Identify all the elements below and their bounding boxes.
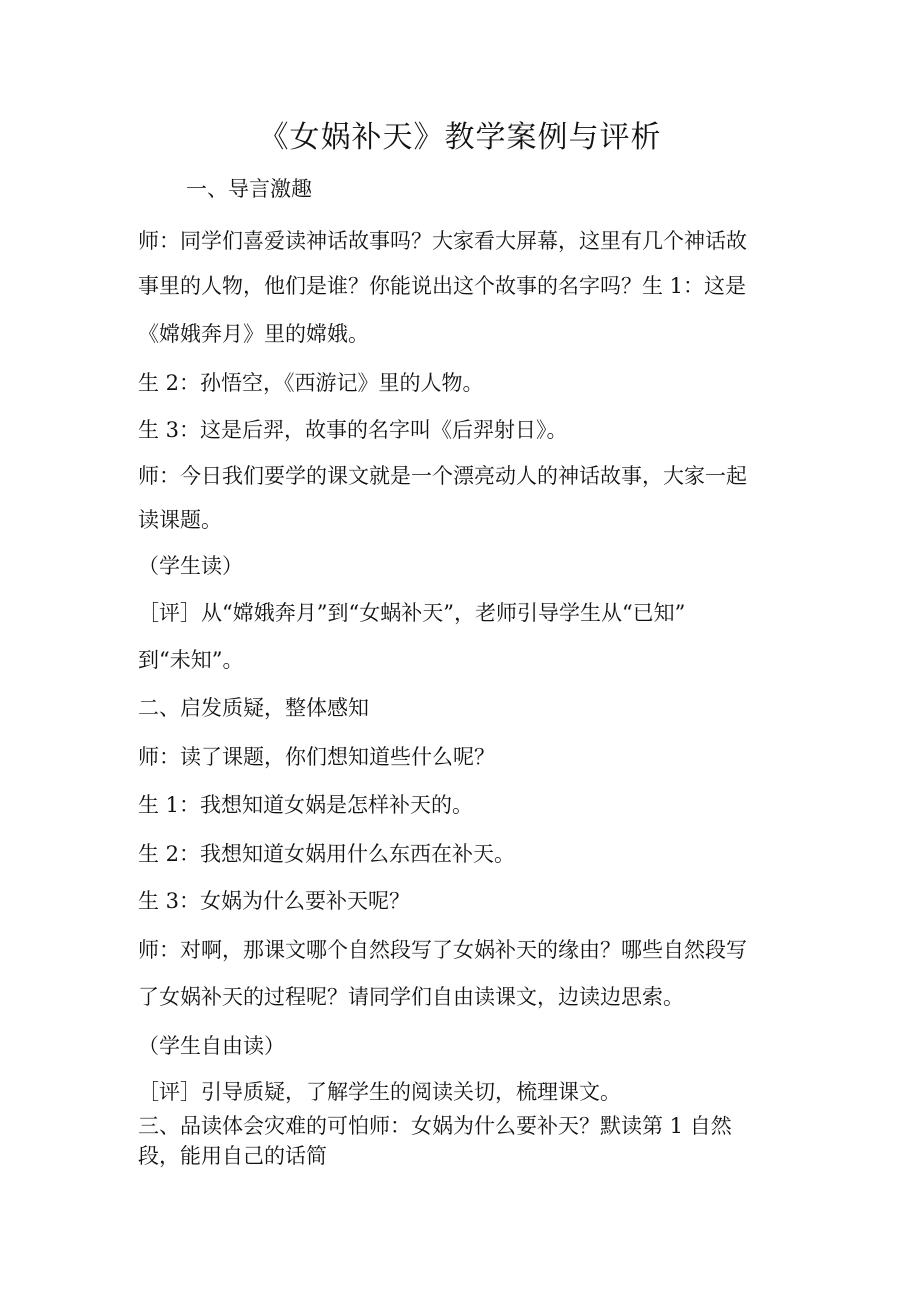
paragraph-line: 师：对啊，那课文哪个自然段写了女娲补天的缘由？哪些自然段写: [138, 938, 747, 962]
paragraph-line: （学生读）: [138, 554, 243, 578]
section-heading-3: 三、品读体会灾难的可怕师：女娲为什么要补天？默读第 1 自然: [138, 1114, 732, 1138]
paragraph-line: 《嫦娥奔月》里的嫦娥。: [138, 322, 369, 346]
paragraph-line: 师：同学们喜爱读神话故事吗？大家看大屏幕，这里有几个神话故: [138, 229, 747, 253]
comment-line: 到“未知”。: [138, 648, 244, 672]
comment-line: ［评］从“嫦娥奔月”到“女蜗补天”，老师引导学生从“已知”: [138, 601, 686, 625]
paragraph-line: 生 2：孙悟空，《西游记》里的人物。: [138, 371, 484, 395]
paragraph-line: 师：今日我们要学的课文就是一个漂亮动人的神话故事，大家一起: [138, 464, 747, 488]
paragraph-line: （学生自由读）: [138, 1034, 285, 1058]
paragraph-line: 生 1：我想知道女娲是怎样补天的。: [138, 793, 474, 817]
paragraph-line: 生 2：我想知道女娲用什么东西在补天。: [138, 842, 516, 866]
paragraph-line: 生 3：女娲为什么要补天呢？: [138, 889, 411, 913]
paragraph-line: 事里的人物，他们是谁？你能说出这个故事的名字吗？生 1：这是: [138, 274, 747, 298]
section-heading-1: 一、导言激趣: [186, 177, 312, 201]
paragraph-line: 了女娲补天的过程呢？请同学们自由读课文，边读边思索。: [138, 985, 684, 1009]
section-heading-2: 二、启发质疑，整体感知: [138, 696, 369, 720]
comment-line: ［评］引导质疑，了解学生的阅读关切，梳理课文。: [138, 1080, 621, 1104]
paragraph-line: 段，能用自己的话简: [138, 1144, 327, 1168]
paragraph-line: 读课题。: [138, 508, 222, 532]
paragraph-line: 生 3：这是后羿，故事的名字叫《后羿射日》。: [138, 418, 568, 442]
paragraph-line: 师：读了课题，你们想知道些什么呢？: [138, 745, 495, 769]
document-title: 《女娲补天》教学案例与评析: [258, 120, 662, 155]
